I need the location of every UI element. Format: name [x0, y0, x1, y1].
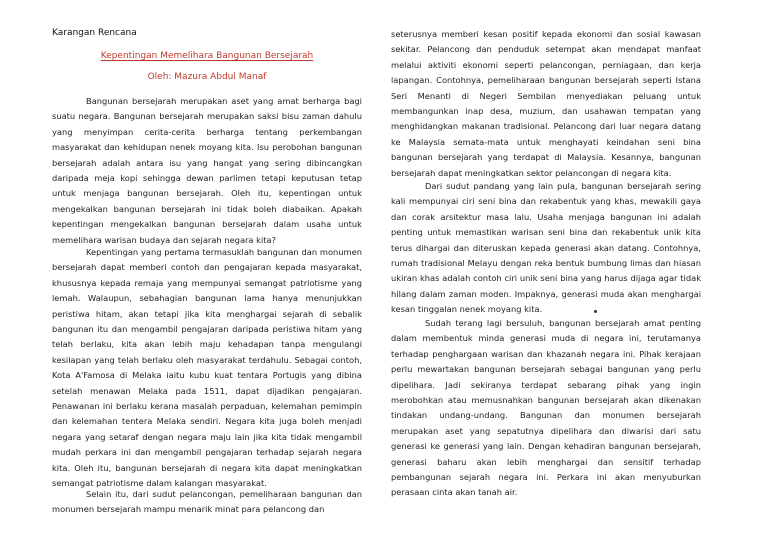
right-paragraph-1: seterusnya memberi kesan positif kepada ekonomi dan sosial kawasan sekitar. Pelancong dan penduduk setempat akan mendapat manfaat melalui aktiviti ekonomi seperti pelancongan, perniagaan, dan kerja lapangan. Contohnya, pemeliharaan bangunan bersejarah seperti Istana Seri Menanti di Negeri Sembilan menyediakan peluang untuk membangunkan inap desa, muzium, dan usahawan tempatan yang menghidangkan makanan tradisional. Pelancong dari luar negara datang ke Malaysia semata-mata untuk menghayati keindahan seni bina bangunan bersejarah yang terdapat di Malaysia. Kesannya, bangunan bersejarah dapat meningkatkan sektor pelancongan di negara kita.	[391, 29, 701, 178]
left-paragraph-2: Kepentingan yang pertama termasuklah bangunan dan monumen bersejarah dapat memberi contoh dan pengajaran kepada masyarakat, khususnya kepada remaja yang mempunyai semangat patriotisme yang lemah. Walaupun, sebahagian bangunan lama hanya menunjukkan peristiwa hitam, akan tetapi jika kita menghargai sejarah di sebalik bangunan itu dan mengambil pengajaran daripada peristiwa hitam yang telah berlaku, kita akan lebih maju kehadapan tanpa mengulangi kesilapan yang telah berlaku oleh masyarakat terdahulu. Sebagai contoh, Kota A'Famosa di Melaka iaitu kubu kuat tentara Portugis yang dibina setelah menawan Melaka pada 1511, dapat dijadikan pengajaran. Penawanan ini berlaku kerana masalah perpaduan, kelemahan pemimpin dan kelemahan tentera Melaka sendiri. Negara kita juga boleh menjadi negara yang setaraf dengan negara maju lain jika kita tidak mengambil mudah perkara ini dan mengambil pengajaran terhadap sejarah negara kita. Oleh itu, bangunan bersejarah di negara kita dapat meningkatkan semangat patriotisme dalam kalangan masyarakat.	[52, 247, 362, 489]
left-paragraph-3: Selain itu, dari sudut pelancongan, pemeliharaan bangunan dan monumen bersejarah mampu menarik minat para pelancong dan	[52, 489, 362, 515]
left-paragraph-1: Bangunan bersejarah merupakan aset yang amat berharga bagi suatu negara. Bangunan bersejarah merupakan saksi bisu zaman dahulu yang menyimpan cerita-cerita berharga tentang perkembangan masyarakat dan kehidupan nenek moyang kita. Isu perobohan bangunan bersejarah adalah antara isu yang hangat yang sering dibincangkan daripada meja kopi sehingga dewan parlimen tetapi keputusan tetap untuk menjaga bangunan bersejarah. Oleh itu, kepentingan untuk mengekalkan bangunan bersejarah ini tidak boleh diabaikan. Apakah kepentingan mengekalkan bangunan bersejarah dalam usaha untuk memelihara warisan budaya dan sejarah negara kita?	[52, 96, 362, 245]
document-label: Karangan Rencana	[52, 28, 137, 38]
right-paragraph-2: Dari sudut pandang yang lain pula, bangunan bersejarah sering kali mempunyai ciri seni bina dan rekabentuk yang khas, mewakili gaya dan corak arsitektur masa lalu. Usaha menjaga bangunan ini adalah penting untuk memastikan warisan seni bina dan rekabentuk unik kita terus dihargai dan diteruskan kepada generasi akan datang. Contohnya, rumah tradisional Melayu dengan reka bentuk bumbung limas dan hiasan ukiran khas adalah contoh ciri unik seni bina yang harus dijaga agar tidak hilang dalam zaman moden. Impaknya, generasi muda akan menghargai kesan tinggalan nenek moyang kita.	[391, 181, 701, 315]
right-paragraph-3: Sudah terang lagi bersuluh, bangunan bersejarah amat penting dalam membentuk minda generasi muda di negara ini, terutamanya terhadap penghargaan warisan dan khazanah negara ini. Pihak kerajaan perlu mewartakan bangunan bersejarah sebagai bangunan yang perlu dipelihara. Jadi sekiranya terdapat sebarang pihak yang ingin merobohkan atau memusnahkan bangunan bersejarah akan dikenakan tindakan undang-undang. Bangunan dan monumen bersejarah merupakan aset yang sepatutnya dipelihara dan diwarisi dari satu generasi ke generasi yang lain. Dengan kehadiran bangunan bersejarah, generasi baharu akan lebih menghargai dan sensitif terhadap pembangunan sejarah negara ini. Perkara ini akan menyuburkan perasaan cinta akan tanah air.	[391, 318, 701, 498]
stray-dot-mark	[594, 310, 597, 313]
document-title: Kepentingan Memelihara Bangunan Bersejarah	[100, 51, 314, 61]
document-author: Oleh: Mazura Abdul Manaf	[147, 72, 267, 82]
